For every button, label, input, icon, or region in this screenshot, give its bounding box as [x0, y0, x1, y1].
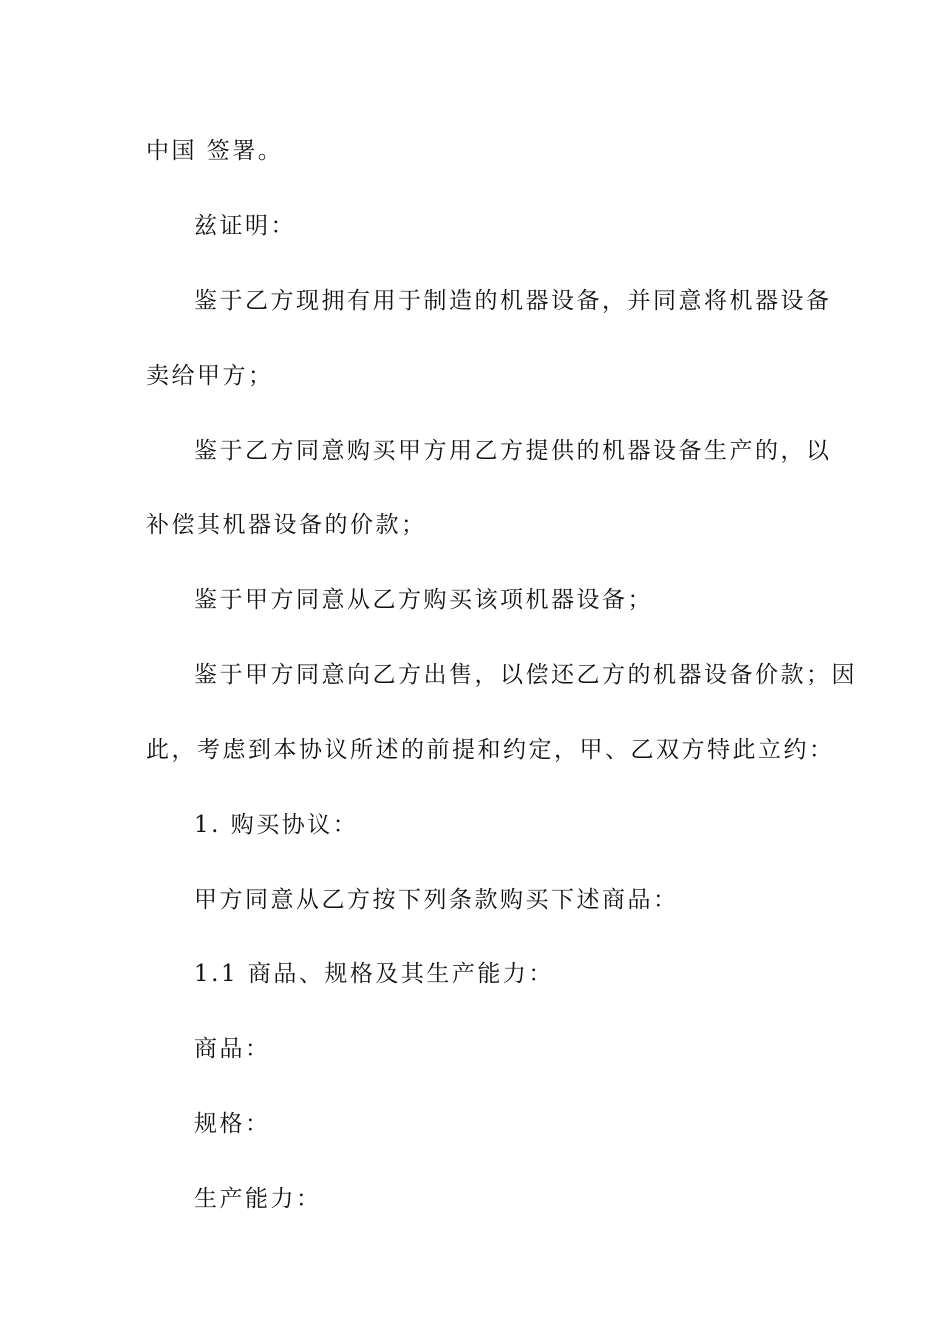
text-line-whereas-2: 鉴于乙方同意购买甲方用乙方提供的机器设备生产的，以	[194, 438, 832, 464]
subsection-heading-goods: 1.1 商品、规格及其生产能力：	[194, 961, 554, 987]
text-line-whereas-2-cont: 补偿其机器设备的价款；	[146, 512, 427, 538]
text-line-whereas-4: 鉴于甲方同意向乙方出售，以偿还乙方的机器设备价款；因	[194, 662, 857, 688]
text-line-purchase-terms: 甲方同意从乙方按下列条款购买下述商品：	[194, 887, 679, 913]
section-heading-purchase-agreement: 1. 购买协议：	[194, 812, 359, 838]
field-label-capacity: 生产能力：	[194, 1186, 322, 1212]
text-line-whereas-1: 鉴于乙方现拥有用于制造的机器设备，并同意将机器设备	[194, 288, 832, 314]
field-label-specification: 规格：	[194, 1111, 271, 1137]
text-line-whereas-4-cont: 此，考虑到本协议所述的前提和约定，甲、乙双方特此立约：	[146, 737, 835, 763]
field-label-goods: 商品：	[194, 1036, 271, 1062]
text-line-whereas-3: 鉴于甲方同意从乙方购买该项机器设备；	[194, 587, 653, 613]
text-line-whereas-1-cont: 卖给甲方；	[146, 363, 274, 389]
text-line-witness: 兹证明：	[194, 213, 296, 239]
text-line-signing-place: 中国 签署。	[146, 138, 284, 164]
